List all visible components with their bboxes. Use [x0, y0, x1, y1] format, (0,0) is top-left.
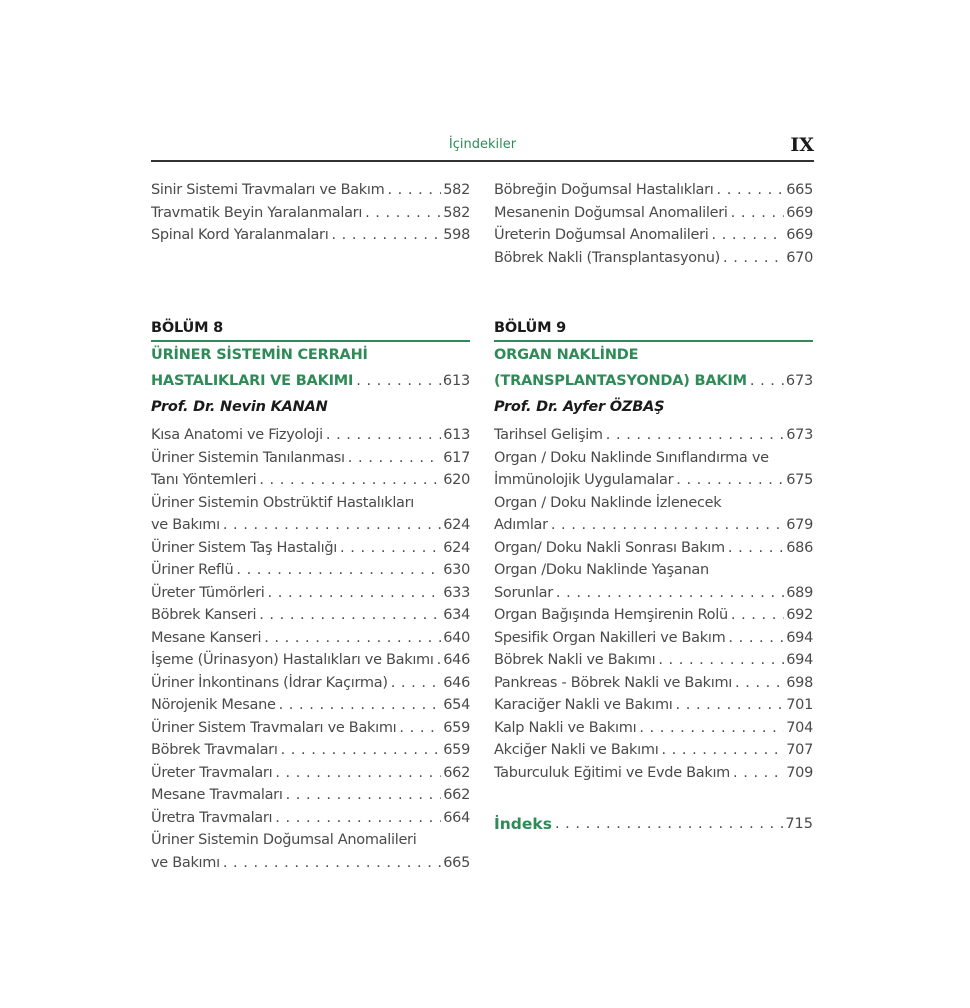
- entry-page: 673: [786, 427, 813, 443]
- entry-page: 665: [786, 182, 813, 198]
- chapter-author: Prof. Dr. Nevin KANAN: [151, 399, 328, 415]
- entry-page: 598: [443, 227, 470, 243]
- entry-title: Kısa Anatomi ve Fizyoloji: [151, 427, 323, 443]
- toc-entry[interactable]: [151, 829, 470, 852]
- chapter-page: 673: [785, 373, 813, 389]
- chapter-title-line2[interactable]: (TRANSPLANTASYONDA) BAKIM . . . 673: [494, 368, 813, 394]
- entry-title: Akciğer Nakli ve Bakımı: [494, 742, 659, 758]
- entry-page: 640: [443, 629, 470, 646]
- entry-page: 624: [443, 517, 470, 533]
- chapter-9: [494, 317, 813, 784]
- entry-page: 664: [443, 809, 470, 826]
- entry-title: Organ/ Doku Nakli Sonrası Bakım: [494, 539, 725, 556]
- entry-page: 669: [786, 204, 813, 221]
- entry-title: Travmatik Beyin Yaralanmaları: [151, 204, 363, 221]
- entry-page: 582: [443, 204, 470, 221]
- entry-title: Organ Bağışında Hemşirenin Rolü: [494, 607, 728, 623]
- entry-page: 707: [786, 742, 813, 758]
- index-page: 715: [785, 816, 813, 832]
- toc-entry[interactable]: [494, 717, 813, 740]
- entry-page: 701: [786, 697, 813, 713]
- entry-title: Spinal Kord Yaralanmaları: [151, 227, 329, 243]
- toc-entry[interactable]: [494, 179, 813, 202]
- toc-entry[interactable]: [151, 739, 470, 762]
- toc-entry[interactable]: [494, 247, 813, 270]
- entry-page: 633: [443, 584, 470, 601]
- chapter-8: [151, 317, 470, 874]
- entry-title: Üriner Sistemin Tanılanması: [151, 449, 345, 466]
- entry-page: 665: [443, 854, 470, 871]
- entry-title: Mesanenin Doğumsal Anomalileri: [494, 204, 728, 221]
- toc-entry[interactable]: [494, 537, 813, 560]
- chapter-9-entries: [494, 424, 813, 784]
- toc-entry[interactable]: [494, 514, 813, 537]
- chapter-title-line1[interactable]: ORGAN NAKLİNDE: [494, 347, 639, 363]
- toc-entry[interactable]: [151, 469, 470, 492]
- entry-page: 709: [786, 764, 813, 781]
- chapter-page: 613: [442, 373, 470, 389]
- entry-page: 613: [443, 427, 470, 443]
- toc-entry[interactable]: [151, 852, 470, 875]
- entry-page: 662: [443, 764, 470, 781]
- toc-entry[interactable]: [151, 627, 470, 650]
- toc-entry[interactable]: [151, 202, 470, 225]
- entry-page: 692: [786, 607, 813, 623]
- chapter-label: BÖLÜM 8: [151, 317, 470, 342]
- entry-title: Sinir Sistemi Travmaları ve Bakım: [151, 182, 385, 198]
- entry-title: Mesane Kanseri: [151, 629, 262, 646]
- entry-title: Pankreas - Böbrek Nakli ve Bakımı: [494, 674, 733, 691]
- entry-page: 662: [443, 787, 470, 803]
- entry-page: 582: [443, 182, 470, 198]
- entry-title: Üriner Sistemin Obstrüktif Hastalıkları: [151, 494, 415, 511]
- entry-title: Adımlar: [494, 517, 548, 533]
- entry-title: Tarihsel Gelişim: [494, 427, 603, 443]
- toc-entry[interactable]: [494, 559, 813, 582]
- entry-page: 634: [443, 607, 470, 623]
- toc-entry[interactable]: [494, 492, 813, 515]
- toc-entry[interactable]: [494, 627, 813, 650]
- entry-title: Böbrek Kanseri: [151, 607, 257, 623]
- entry-page: 646: [443, 674, 470, 691]
- index-title: İndeks: [494, 815, 552, 833]
- entry-title: Böbrek Nakli (Transplantasyonu): [494, 249, 720, 266]
- toc-entry[interactable]: [151, 537, 470, 560]
- entry-page: 675: [786, 472, 813, 488]
- entry-page: 669: [786, 227, 813, 243]
- chapter-title-line2[interactable]: HASTALIKLARI VE BAKIMI . . . 613: [151, 368, 470, 394]
- toc-entry[interactable]: [151, 559, 470, 582]
- entry-page: 624: [443, 539, 470, 556]
- toc-entry[interactable]: [494, 202, 813, 225]
- entry-page: 679: [786, 517, 813, 533]
- entry-title: Kalp Nakli ve Bakımı: [494, 719, 637, 736]
- toc-entry[interactable]: [151, 604, 470, 627]
- entry-title: Organ / Doku Naklinde İzlenecek: [494, 494, 722, 511]
- entry-title: Üreter Tümörleri: [151, 584, 265, 601]
- toc-entry[interactable]: [151, 582, 470, 605]
- chapter-8-entries: [151, 424, 470, 874]
- entry-page: 659: [443, 719, 470, 736]
- toc-entry[interactable]: [151, 492, 470, 515]
- toc-entry[interactable]: [494, 739, 813, 762]
- toc-entry[interactable]: [151, 807, 470, 830]
- entry-page: 694: [786, 629, 813, 646]
- toc-entry[interactable]: [151, 514, 470, 537]
- entry-title: ve Bakımı: [151, 854, 220, 871]
- toc-entry[interactable]: [494, 224, 813, 247]
- header-title: İçindekiler: [448, 137, 517, 152]
- entry-page: 620: [443, 472, 470, 488]
- toc-entry[interactable]: [151, 179, 470, 202]
- entry-page: 630: [443, 562, 470, 578]
- index-entry[interactable]: [494, 812, 813, 836]
- entry-page: 686: [786, 539, 813, 556]
- entry-title: Üreterin Doğumsal Anomalileri: [494, 227, 709, 243]
- toc-entry[interactable]: [494, 469, 813, 492]
- entry-title: Organ /Doku Naklinde Yaşanan: [494, 562, 709, 578]
- entry-title: Organ / Doku Naklinde Sınıflandırma ve: [494, 449, 769, 466]
- entry-page: 654: [443, 697, 470, 713]
- entry-page: 704: [786, 719, 813, 736]
- chapter-author: Prof. Dr. Ayfer ÖZBAŞ: [494, 399, 665, 415]
- entry-title: Üreter Travmaları: [151, 764, 273, 781]
- entry-title: Karaciğer Nakli ve Bakımı: [494, 697, 673, 713]
- entry-title: ve Bakımı: [151, 517, 220, 533]
- toc-entry[interactable]: [151, 672, 470, 695]
- toc-entry[interactable]: [494, 649, 813, 672]
- toc-entry[interactable]: [494, 604, 813, 627]
- entry-page: 689: [786, 584, 813, 601]
- toc-entry[interactable]: [494, 582, 813, 605]
- toc-entry[interactable]: [151, 224, 470, 247]
- entry-page: 659: [443, 742, 470, 758]
- entry-title: Taburculuk Eğitimi ve Evde Bakım: [494, 764, 731, 781]
- toc-entry[interactable]: [494, 672, 813, 695]
- left-top-list: [151, 179, 470, 247]
- entry-title: Üriner İnkontinans (İdrar Kaçırma): [151, 674, 388, 691]
- chapter-label: BÖLÜM 9: [494, 317, 813, 342]
- chapter-title-line1[interactable]: ÜRİNER SİSTEMİN CERRAHİ: [151, 347, 368, 363]
- toc-entry[interactable]: [151, 762, 470, 785]
- entry-title: Böbrek Travmaları: [151, 742, 278, 758]
- entry-title: Üriner Sistem Taş Hastalığı: [151, 539, 338, 556]
- entry-title: Tanı Yöntemleri: [151, 472, 257, 488]
- entry-title: İşeme (Ürinasyon) Hastalıkları ve Bakımı: [151, 652, 434, 668]
- toc-entry[interactable]: [151, 649, 470, 672]
- toc-entry[interactable]: [494, 447, 813, 470]
- entry-title: Böbrek Nakli ve Bakımı: [494, 652, 656, 668]
- entry-page: 698: [786, 674, 813, 691]
- entry-page: 670: [786, 249, 813, 266]
- entry-title: Sorunlar: [494, 584, 553, 601]
- entry-title: İmmünolojik Uygulamalar: [494, 472, 674, 488]
- entry-title: Nörojenik Mesane: [151, 697, 276, 713]
- page-number: IX: [790, 134, 814, 156]
- entry-title: Üriner Sistem Travmaları ve Bakımı: [151, 719, 397, 736]
- page-header: [151, 136, 814, 162]
- entry-title: Böbreğin Doğumsal Hastalıkları: [494, 182, 714, 198]
- toc-entry[interactable]: [151, 424, 470, 447]
- entry-title: Mesane Travmaları: [151, 787, 283, 803]
- entry-title: Üriner Sistemin Doğumsal Anomalileri: [151, 832, 417, 848]
- toc-entry[interactable]: [151, 784, 470, 807]
- right-top-list: [494, 179, 813, 269]
- toc-entry[interactable]: [494, 424, 813, 447]
- toc-entry[interactable]: [151, 447, 470, 470]
- entry-page: 646: [443, 652, 470, 668]
- entry-title: Üretra Travmaları: [151, 809, 273, 826]
- toc-entry[interactable]: [494, 762, 813, 785]
- entry-title: Üriner Reflü: [151, 562, 234, 578]
- entry-title: Spesifik Organ Nakilleri ve Bakım: [494, 629, 726, 646]
- entry-page: 617: [443, 449, 470, 466]
- index-section: [494, 812, 813, 836]
- toc-entry[interactable]: [494, 694, 813, 717]
- entry-page: 694: [786, 652, 813, 668]
- toc-entry[interactable]: [151, 694, 470, 717]
- toc-entry[interactable]: [151, 717, 470, 740]
